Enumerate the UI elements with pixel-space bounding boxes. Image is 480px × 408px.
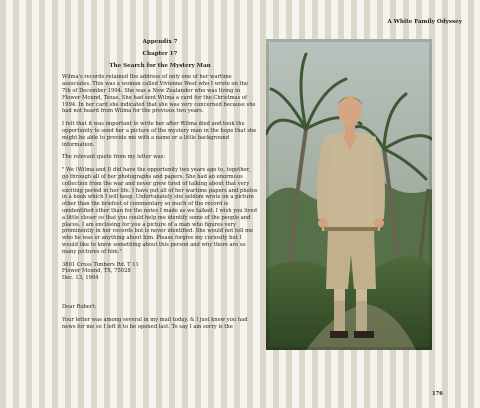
sender-address (62, 262, 258, 282)
section-title: The Search for the Mystery Man (109, 62, 211, 69)
address-line: Flower Mound, TX, 75028 (62, 268, 131, 275)
body-paragraph: The relevant quote from my letter was: (62, 154, 166, 161)
body-paragraph: Your letter was among several in my mail today. & I just knew you had news for me so I left it to be opened last. To say I am sorry is the (62, 316, 248, 330)
page-number: 176 (432, 391, 443, 397)
letter-quote: " We (Wilma and I) did have the opportunity two years ago to, together, go through all of her photographs and papers. She had an enormous collection from the war and never grew tired of talking about that very exciting period in her life. I have put all of her wartime papers and photos in a book which I will keep. Unfortunately she seldom wrote on a picture other than the briefest of commentary so much of the record is unidentified other than for the notes I made as we talked. I wish you lived a little closer so that you could help me identify some of the people and places. I am enclosing for you a picture of a man who figures very prominently in her records but is never identified. She would not tell me who he was or anything about him. Please forgive my curiosity but I would like to know something about this person and why there are so many pictures of him." (62, 167, 258, 255)
spacer (62, 288, 258, 304)
body-paragraph: I felt that it was important to write her after Wilma died and took the opportunity to send her a picture of the mystery man in the hope that she might be able to provide me with a name or a little background information. (62, 121, 257, 148)
soldier-photograph (266, 39, 432, 350)
running-header: A White Family Odyssey (387, 19, 462, 25)
appendix-heading: Appendix 7 (142, 39, 178, 45)
chapter-heading: Chapter 17 (142, 50, 178, 57)
letter-salutation: Dear Robert: (62, 303, 97, 310)
photo-illustration (266, 39, 432, 350)
address-line: 3801 Cross Timbers Rd. T 11 (62, 261, 139, 268)
text-column (62, 39, 258, 336)
body-paragraph: Wilma's records retained the address of only one of her wartime associates. This was a woman called Vivienne West who I wrote on the 7th of December 1994. She was a New Zealander who was living in Flower Mound, Texas. She had sent Wilma a card for the Christmas of 1994. In her card she indicated that she was very concerned because she had not heard from Wilma for the previous two years. (62, 74, 256, 115)
letter-date: Dec. 13, 1994 (62, 275, 99, 282)
